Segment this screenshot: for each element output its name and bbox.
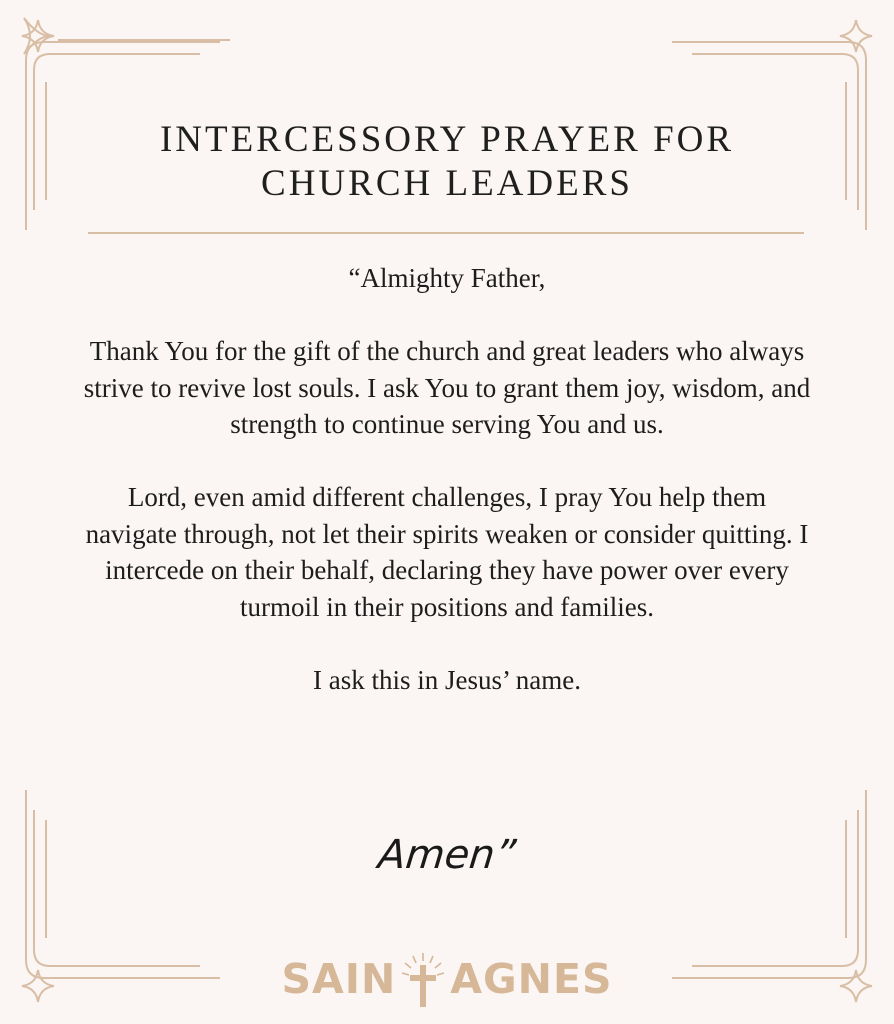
title-line-2: CHURCH LEADERS [261, 163, 633, 204]
title-line-1: INTERCESSORY PRAYER FOR [159, 119, 735, 160]
prayer-paragraph-2: Lord, even amid different challenges, I pray You help them navigate through, not let their spirits weaken or consider quitting. I intercede on their behalf, declaring they have power over every turmoil in their positions and families. [85, 482, 809, 622]
title-divider [88, 232, 804, 234]
prayer-closing: I ask this in Jesus’ name. [313, 664, 581, 695]
logo-text-right: AGNES [450, 955, 613, 1003]
cross-sunburst-icon [399, 949, 447, 1009]
page-title [0, 118, 894, 206]
prayer-opening: “Almighty Father, [348, 263, 546, 293]
prayer-paragraph-1: Thank You for the gift of the church and great leaders who always strive to revive lost souls. I ask You to grant them joy, wisdom, and strength to continue serving You and us. [83, 336, 811, 439]
brand-logo [0, 944, 894, 1014]
logo-text-left: SAIN [281, 955, 397, 1003]
prayer-amen: Amen” [376, 832, 518, 878]
prayer-body [80, 260, 814, 698]
sparkle-icon-top-right [840, 20, 872, 52]
